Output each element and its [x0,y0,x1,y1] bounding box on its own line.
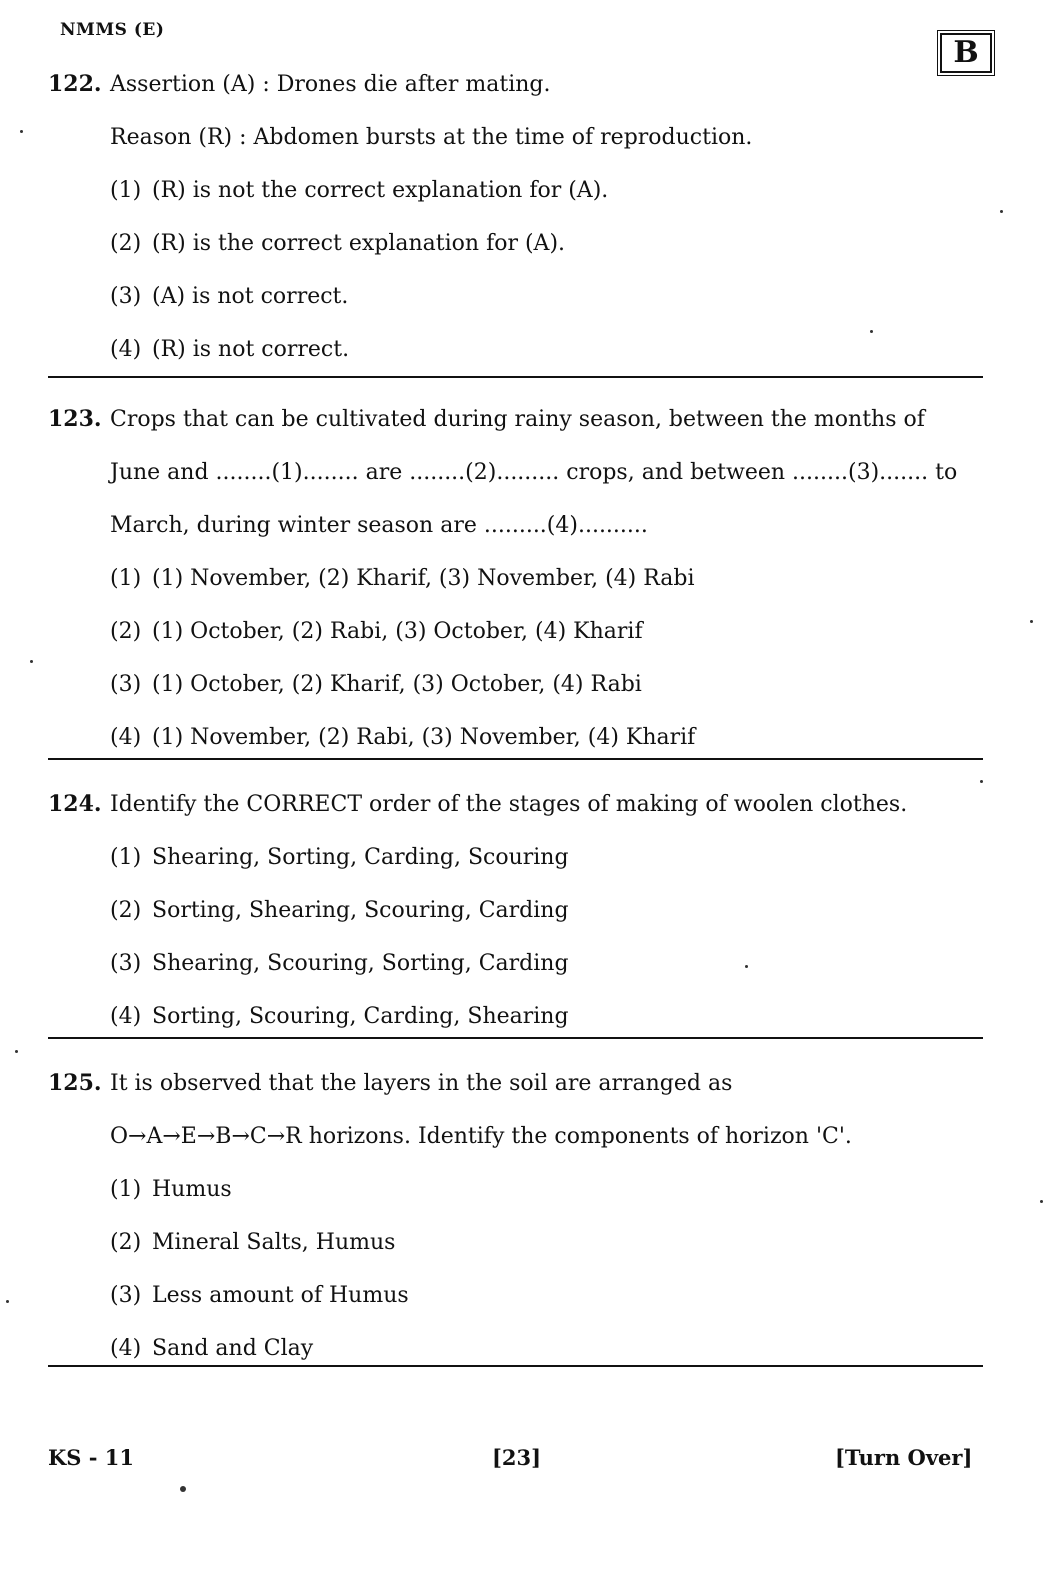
option-text: (R) is the correct explanation for (A). [152,231,566,256]
option-number: (3) [110,284,142,309]
question-stem-line [48,1057,983,1110]
question-text: Crops that can be cultivated during rainy season, between the months of [110,407,925,432]
option-2[interactable] [48,1216,983,1269]
option-2[interactable] [48,605,983,658]
question-text: June and ........(1)........ are ........(2)......... crops, and between ........(3)....... to [110,460,958,485]
option-1[interactable] [48,164,983,217]
question-divider [48,1037,983,1039]
booklet-series-box: B [940,33,992,73]
option-number: (4) [110,337,142,362]
question-125 [48,1057,983,1375]
option-text: (1) November, (2) Rabi, (3) November, (4) Kharif [152,725,696,750]
question-divider [48,758,983,760]
option-text: (A) is not correct. [152,284,349,309]
assertion-text: Assertion (A) : Drones die after mating. [110,72,551,97]
option-number: (3) [110,951,142,976]
question-stem-line [48,58,983,111]
option-number: (2) [110,619,142,644]
question-text: March, during winter season are .........(4).......... [110,513,648,538]
option-1[interactable] [48,1163,983,1216]
question-text: Identify the CORRECT order of the stages of making of woolen clothes. [110,792,908,817]
option-text: (1) October, (2) Rabi, (3) October, (4) Kharif [152,619,643,644]
option-text: (R) is not the correct explanation for (A). [152,178,609,203]
option-4[interactable] [48,990,983,1043]
option-number: (2) [110,898,142,923]
option-text: (1) October, (2) Kharif, (3) October, (4) Rabi [152,672,642,697]
option-text: Shearing, Sorting, Carding, Scouring [152,845,569,870]
option-number: (1) [110,1177,142,1202]
option-text: Mineral Salts, Humus [152,1230,396,1255]
option-text: (R) is not correct. [152,337,350,362]
option-4[interactable] [48,1322,983,1375]
question-number: 122. [48,71,102,97]
option-3[interactable] [48,1269,983,1322]
question-number: 123. [48,406,102,432]
option-4[interactable] [48,323,983,376]
option-number: (4) [110,1336,142,1361]
option-number: (1) [110,178,142,203]
option-number: (1) [110,566,142,591]
option-2[interactable] [48,884,983,937]
option-text: Less amount of Humus [152,1283,409,1308]
option-4[interactable] [48,711,983,764]
option-number: (4) [110,1004,142,1029]
option-text: Sorting, Shearing, Scouring, Carding [152,898,569,923]
question-text: It is observed that the layers in the soil are arranged as [110,1071,733,1096]
option-number: (2) [110,231,142,256]
option-2[interactable] [48,217,983,270]
option-3[interactable] [48,658,983,711]
option-number: (3) [110,672,142,697]
turn-over-label: [Turn Over] [835,1445,973,1470]
exam-code: NMMS (E) [60,20,165,40]
option-1[interactable] [48,552,983,605]
footer-code: KS - 11 [48,1445,134,1470]
option-number: (2) [110,1230,142,1255]
question-number: 125. [48,1070,102,1096]
option-number: (1) [110,845,142,870]
option-number: (4) [110,725,142,750]
option-text: Shearing, Scouring, Sorting, Carding [152,951,569,976]
question-123 [48,393,983,764]
question-122 [48,58,983,376]
question-stem-line [48,393,983,446]
option-3[interactable] [48,270,983,323]
reason-text: Reason (R) : Abdomen bursts at the time of reproduction. [110,125,753,150]
option-number: (3) [110,1283,142,1308]
question-124 [48,778,983,1043]
option-text: Sorting, Scouring, Carding, Shearing [152,1004,569,1029]
option-1[interactable] [48,831,983,884]
question-divider [48,376,983,378]
option-text: (1) November, (2) Kharif, (3) November, (4) Rabi [152,566,695,591]
option-text: Humus [152,1177,232,1202]
question-number: 124. [48,791,102,817]
question-text: O→A→E→B→C→R horizons. Identify the components of horizon 'C'. [110,1124,852,1149]
option-text: Sand and Clay [152,1336,314,1361]
option-3[interactable] [48,937,983,990]
page-number: [23] [492,1445,542,1470]
question-divider [48,1365,983,1367]
question-stem-line [48,778,983,831]
